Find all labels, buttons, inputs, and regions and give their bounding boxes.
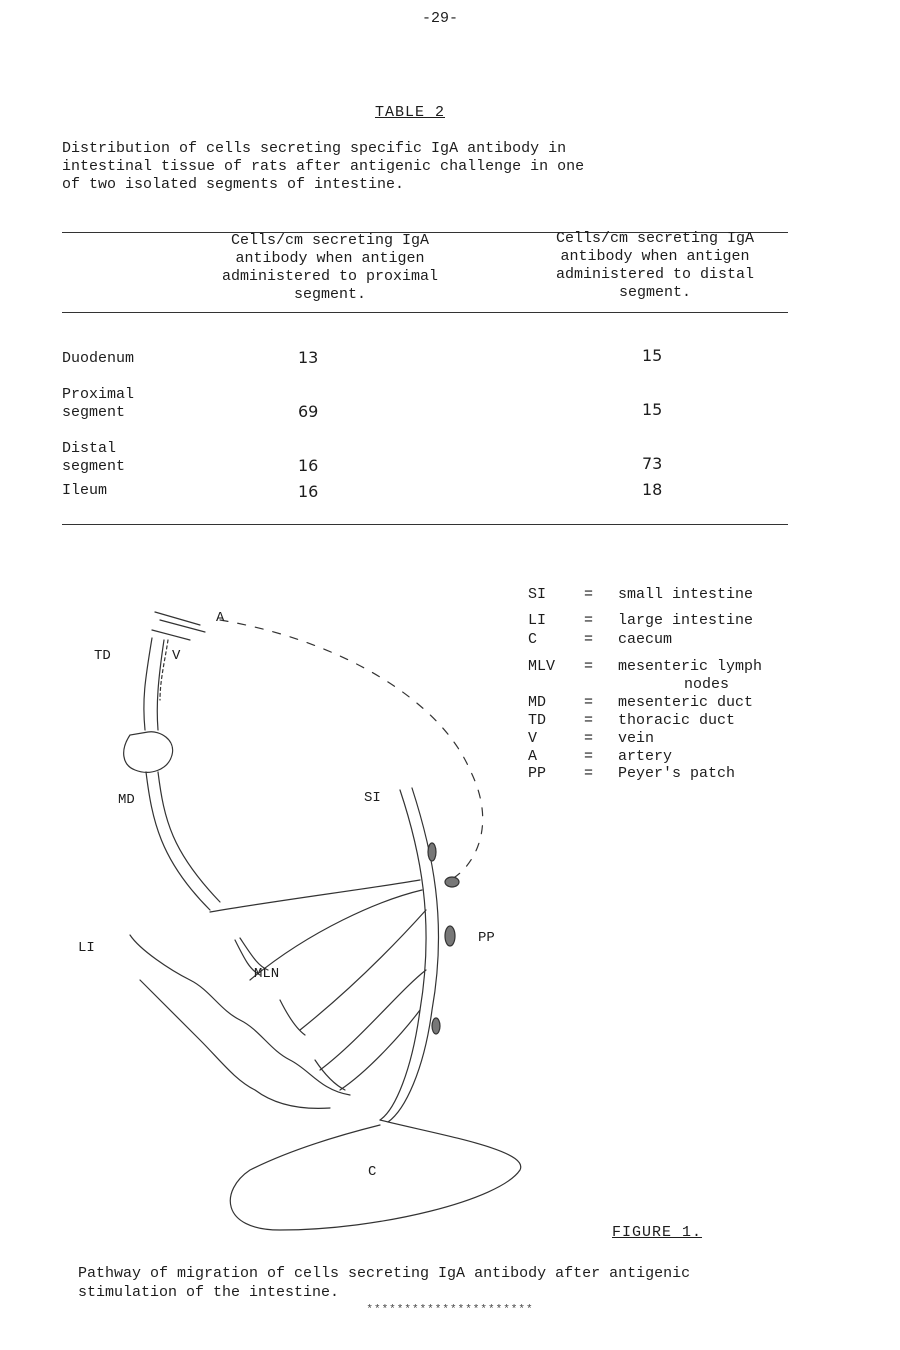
small-intestine [380, 788, 439, 1122]
large-intestine [130, 935, 350, 1108]
peyers-patch-3 [445, 926, 455, 946]
label-si: SI [364, 790, 381, 806]
table-caption: Distribution of cells secreting specific IgA antibody in intestinal tissue of rats after antigenic challenge in one of two isolated segments of intestine. [62, 140, 585, 193]
end-asterisks: ********************** [366, 1304, 534, 1316]
label-c: C [368, 1164, 377, 1180]
cell-ileum-distal: 18 [642, 480, 663, 499]
column-header-proximal: Cells/cm secreting IgA antibody when antigen administered to proximal segment. [221, 232, 439, 303]
cell-proximal-segment-proximal: 69 [298, 402, 319, 421]
artery-dashed-path [220, 620, 483, 880]
vessel-end-top [152, 612, 205, 640]
figure-caption: Pathway of migration of cells secreting IgA antibody after antigenic stimulation of the intestine. [78, 1265, 691, 1301]
cell-distal-segment-proximal: 16 [298, 456, 319, 475]
table-title: TABLE 2 [374, 104, 445, 121]
lymphatics [210, 880, 426, 1090]
label-v: V [172, 648, 181, 664]
cell-duodenum-distal: 15 [642, 346, 663, 365]
cell-distal-segment-distal: 73 [642, 454, 663, 473]
table-bottom-rule [62, 524, 788, 525]
migration-pathway-diagram [60, 590, 540, 1240]
label-mln: MLN [254, 966, 280, 982]
label-li: LI [78, 940, 95, 956]
figure-title: FIGURE 1. [612, 1224, 703, 1241]
row-label-ileum: Ileum [62, 482, 108, 499]
label-md: MD [118, 792, 135, 808]
cell-duodenum-proximal: 13 [298, 348, 319, 367]
row-label-duodenum: Duodenum [62, 350, 135, 367]
row-label-distal-segment: Distal segment [62, 440, 126, 475]
vein [160, 640, 168, 700]
table-header-rule [62, 312, 788, 313]
mln-node-3 [315, 1060, 345, 1090]
label-a: A [216, 610, 225, 626]
column-header-distal: Cells/cm secreting IgA antibody when antigen administered to distal segment. [555, 230, 755, 301]
page-number: -29- [421, 10, 458, 27]
row-label-proximal-segment: Proximal segment [62, 386, 135, 421]
cell-ileum-proximal: 16 [298, 482, 319, 501]
mesenteric-duct [146, 772, 220, 910]
label-pp: PP [478, 930, 495, 946]
peyers-patch-1 [428, 843, 436, 861]
peyers-patch-2 [445, 877, 459, 887]
upper-node [124, 732, 173, 773]
peyers-patch-4 [432, 1018, 440, 1034]
label-td: TD [94, 648, 111, 664]
cell-proximal-segment-distal: 15 [642, 400, 663, 419]
